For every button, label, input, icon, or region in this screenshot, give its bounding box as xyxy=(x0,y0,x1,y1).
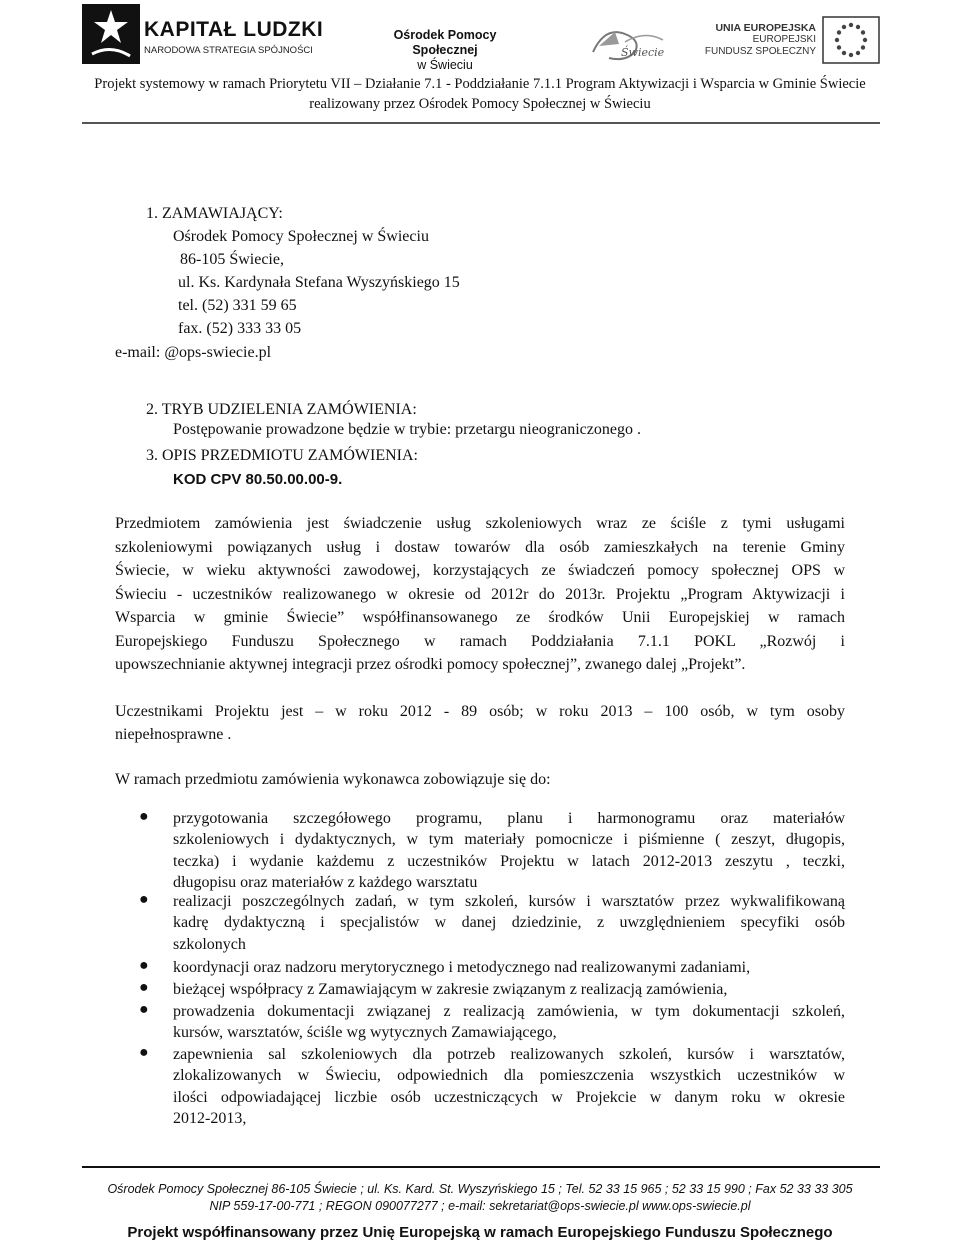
list-item-line: szkoleniowych i dydaktycznych, w tym materiały pomocnicze i piśmienne ( zeszyt, długopis, xyxy=(173,831,845,849)
kapital-ludzki-subtitle: NARODOWA STRATEGIA SPÓJNOŚCI xyxy=(144,45,313,56)
kapital-ludzki-title: KAPITAŁ LUDZKI xyxy=(144,18,324,41)
footer-divider xyxy=(82,1166,880,1168)
swiecie-city-logo xyxy=(585,22,673,68)
list-item xyxy=(173,1044,845,1129)
section3-heading: 3. OPIS PRZEDMIOTU ZAMÓWIENIA: xyxy=(146,447,418,464)
ops-name-line1: Ośrodek Pomocy Społecznej xyxy=(393,28,497,57)
swiecie-logo-text: Świecie xyxy=(621,46,665,59)
realized-by-line: realizowany przez Ośrodek Pomocy Społecznej w Świeciu xyxy=(309,96,651,112)
bullet-icon: ● xyxy=(139,1044,149,1061)
ordering-party-email: e-mail: @ops-swiecie.pl xyxy=(115,344,272,361)
ops-name-line2: w Świeciu xyxy=(417,58,473,72)
list-item-line: szkolonych xyxy=(173,935,246,953)
eu-flag-icon xyxy=(822,16,880,64)
ue-line3: FUNDUSZ SPOŁECZNY xyxy=(704,46,816,57)
subject-line: Wsparcia w gminie Świecie” współfinansowanego ze środków Unii Europejskiej w ramach xyxy=(115,609,845,626)
bullet-icon: ● xyxy=(139,891,149,908)
list-item xyxy=(173,808,845,893)
footer-cofinancing: Projekt współfinansowany przez Unię Europejską w ramach Europejskiego Funduszu Społecznego xyxy=(127,1224,833,1241)
section2-heading: 2. TRYB UDZIELENIA ZAMÓWIENIA: xyxy=(146,401,417,418)
subject-line: Świeciu - uczestników realizowanego w okresie od 2012r do 2013r. Projektu „Program Aktywizacji i xyxy=(115,586,845,603)
swiecie-city-emblem-icon xyxy=(585,22,673,68)
bullet-icon: ● xyxy=(139,957,149,974)
subject-line: szkoleniowymi powiązanych usług i dostaw towarów dla osób zamieszkałych na terenie Gminy xyxy=(115,539,845,556)
list-item-line: zlokalizowanych w Świeciu, odpowiednich dla pomieszczenia wszystkich uczestników w xyxy=(173,1067,845,1085)
ue-line1: UNIA EUROPEJSKA xyxy=(715,22,816,34)
list-item-line: teczka) i wydanie każdemu z uczestników Projektu w latach 2012-2013 zeszytu , teczki, xyxy=(173,852,845,870)
ordering-party-phone: tel. (52) 331 59 65 xyxy=(178,297,297,314)
ordering-party-postcode: 86-105 Świecie, xyxy=(180,251,284,268)
list-item-line: koordynacji oraz nadzoru merytorycznego i metodycznego nad realizowanymi zadaniami, xyxy=(173,959,751,976)
list-item xyxy=(173,891,845,955)
section1-heading: 1. ZAMAWIAJĄCY: xyxy=(146,205,283,222)
bullet-icon: ● xyxy=(139,808,149,825)
subject-line: Świecie, w wieku aktywności zawodowej, korzystających ze świadczeń pomocy społecznej OPS w xyxy=(115,562,845,579)
subject-line: Europejskiego Funduszu Społecznego w ramach Poddziałania 7.1.1 POKL „Rozwój i xyxy=(115,633,845,650)
list-item xyxy=(173,1001,845,1044)
bullet-icon: ● xyxy=(139,979,149,996)
ordering-party-fax: fax. (52) 333 33 05 xyxy=(178,320,302,337)
ordering-party-street: ul. Ks. Kardynała Stefana Wyszyńskiego 15 xyxy=(178,274,460,291)
ops-name xyxy=(360,28,530,73)
cpv-code: KOD CPV 80.50.00.00-9. xyxy=(173,471,343,488)
list-item-line: przygotowania szczegółowego programu, planu i harmonogramu oraz materiałów xyxy=(173,810,845,827)
list-item-line: bieżącej współpracy z Zamawiającym w zakresie związanym z realizacją zamówienia, xyxy=(173,981,728,998)
bullet-icon: ● xyxy=(139,1001,149,1018)
list-item-line: realizacji poszczególnych zadań, w tym szkoleń, kursów i warsztatów przez wykwalifikowaną xyxy=(173,893,845,910)
list-item-line: zapewnienia sal szkoleniowych dla potrzeb realizowanych szkoleń, kursów i warsztatów, xyxy=(173,1046,845,1063)
participants-line: niepełnosprawne . xyxy=(115,726,232,743)
list-item-line: długopisu oraz materiałów z każdego warsztatu xyxy=(173,873,478,891)
obligations-intro: W ramach przedmiotu zamówienia wykonawca zobowiązuje się do: xyxy=(115,771,551,788)
kapital-ludzki-logo xyxy=(82,4,324,64)
list-item-line: 2012-2013, xyxy=(173,1109,247,1127)
ordering-party-name: Ośrodek Pomocy Społecznej w Świeciu xyxy=(173,228,429,245)
subject-line: upowszechnianie aktywnej integracji przez ośrodki pomocy społecznej”, zwanego dalej „Projekt”. xyxy=(115,656,746,673)
list-item-line: kadrę dydaktyczną i specjalistów w danej dziedzinie, z uwzględnieniem specyfiki osób xyxy=(173,914,845,932)
participants-line: Uczestnikami Projektu jest – w roku 2012 - 89 osób; w roku 2013 – 100 osób, w tym osoby xyxy=(115,703,845,720)
procedure-text: Postępowanie prowadzone będzie w trybie: przetargu nieograniczonego . xyxy=(173,421,641,438)
header-divider xyxy=(82,122,880,124)
list-item xyxy=(173,957,845,978)
footer-registration: NIP 559-17-00-771 ; REGON 090077277 ; e-mail: sekretariat@ops-swiecie.pl www.ops-swiecie.pl xyxy=(209,1199,751,1213)
footer-address: Ośrodek Pomocy Społecznej 86-105 Świecie ; ul. Ks. Kard. St. Wyszyńskiego 15 ; Tel. 52 33 15 965 ; 52 33 15 990 ; Fax 52 33 33 305 xyxy=(107,1182,853,1196)
project-line: Projekt systemowy w ramach Priorytetu VII – Działanie 7.1 - Poddziałanie 7.1.1 Program Aktywizacji i Wsparcia w Gminie Świecie xyxy=(94,76,866,92)
subject-line: Przedmiotem zamówienia jest świadczenie usług szkoleniowych wraz ze ściśle z tymi usługami xyxy=(115,515,845,532)
ue-text xyxy=(700,22,816,58)
list-item-line: ilości odpowiadającej liczbie osób uczestniczących w Projekcie w danym roku w okresie xyxy=(173,1088,845,1106)
list-item-line: kursów, warsztatów, ściśle wg wytycznych Zamawiającego, xyxy=(173,1024,557,1042)
list-item-line: prowadzenia dokumentacji związanej z realizacją zamówienia, w tym dokumentacji szkoleń, xyxy=(173,1003,845,1020)
list-item xyxy=(173,979,845,1000)
kapital-ludzki-emblem-icon xyxy=(82,4,140,64)
ue-line2: EUROPEJSKI xyxy=(752,34,816,45)
